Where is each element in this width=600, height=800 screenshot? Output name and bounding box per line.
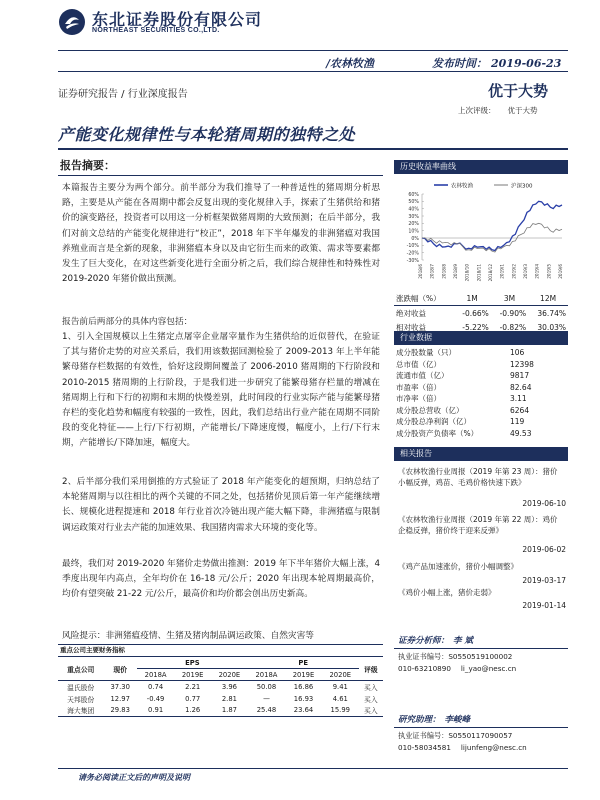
table-cell: 9817: [510, 371, 530, 381]
x-tick-label: 2019/1: [499, 264, 505, 279]
y-tick-label: 50%: [408, 200, 419, 206]
x-tick-label: 2018/12: [488, 264, 493, 282]
company-logo-icon: [58, 8, 86, 36]
analyst-heading: [398, 634, 473, 646]
table-header: 2018A: [248, 669, 285, 681]
summary-paragraph: 报告前后两部分的具体内容包括：: [62, 317, 193, 327]
table-row: [58, 693, 383, 705]
company-logo: [58, 8, 288, 38]
series-line-csi300: [422, 223, 562, 252]
table-row: [58, 705, 383, 717]
risk-warning: 风险提示：非洲猪瘟疫情、生猪及猪肉制品调运政策、自然灾害等: [62, 631, 314, 641]
table-cell: 50.08: [256, 682, 277, 691]
divider: [58, 148, 568, 150]
cert-number: S0550117090057: [448, 731, 513, 740]
y-tick-label: 10%: [408, 229, 419, 235]
table-cell: 2.81: [221, 694, 237, 703]
previous-rating-label: 上次评级：: [458, 106, 496, 115]
divider: [394, 648, 568, 649]
table-cell: 0.91: [137, 705, 174, 717]
legend-label: 沪深300: [511, 183, 533, 190]
table-cell: 市盈率（倍）: [396, 382, 441, 392]
x-tick-label: 2018/8: [441, 264, 447, 279]
table-cell: 总市值（亿）: [396, 359, 441, 369]
table-cell: 相对收益: [396, 322, 426, 332]
table-row: [394, 428, 568, 440]
assistant-cert: [398, 731, 512, 741]
x-tick-label: 2018/6: [418, 264, 423, 279]
table-cell: 15.99: [322, 705, 359, 717]
table-row: [394, 370, 568, 382]
table-cell: 25.48: [248, 705, 285, 717]
x-tick-label: 2018/11: [476, 264, 482, 282]
table-cell: 3.11: [510, 394, 527, 404]
x-tick-label: 2018/10: [464, 264, 470, 282]
table-cell: 106: [510, 348, 525, 358]
table-cell: 1.87: [211, 705, 248, 717]
table-row: [394, 393, 568, 405]
table-row: [394, 382, 568, 394]
table-header: 2018A: [137, 669, 174, 681]
table-cell: 12.97: [110, 694, 130, 703]
publish-date-label: 发布时间：: [432, 57, 487, 70]
cert-number: S0550519100002: [448, 652, 513, 661]
chart-heading: 历史收益率曲线: [394, 160, 568, 174]
summary-paragraph: 2、后半部分我们采用倒推的方式验证了 2018 年产能变化的超预期，归纳总结了本轮猪周期与以往相比的两个关键的不同之处，包括猪价见顶后第一年产能继续增长、规模化进程提速和 2018 年行业首次冷链出现产能大幅下降，非洲猪瘟与限制调运政策对行业去产能的加速效果、我国猪肉需求大环境的变化等。: [62, 477, 380, 533]
table-header: 评级: [359, 657, 383, 681]
x-tick-label: 2019/5: [546, 264, 552, 279]
table-cell: 0.74: [148, 682, 164, 691]
y-tick-label: -30%: [406, 258, 419, 264]
table-cell: 成分股总营收（亿）: [396, 405, 464, 415]
related-report-link[interactable]: 《农林牧渔行业周报（2019 年第 23 周）：猪价小幅反弹，鸡苗、毛鸡价格快速下跌》: [398, 467, 558, 487]
table-cell: -0.82%: [499, 322, 527, 332]
return-chart-svg: [394, 178, 568, 288]
analyst-name: 李 斌: [453, 636, 473, 646]
table-cell: 30.03%: [537, 322, 566, 332]
table-cell: 买入: [364, 695, 378, 704]
table-header: 现价: [103, 657, 136, 681]
table-header: 2019E: [174, 669, 211, 681]
assistant-contact: [398, 743, 527, 752]
table-cell: 市净率（倍）: [396, 394, 441, 404]
table-cell: 16.86: [293, 682, 314, 691]
y-tick-label: 60%: [408, 192, 419, 198]
divider: [58, 175, 383, 176]
fin-table: [58, 656, 383, 717]
y-tick-label: -20%: [406, 251, 419, 257]
table-cell: 天邦股份: [67, 695, 95, 704]
x-tick-label: 2019/3: [523, 264, 528, 279]
page-title: 产能变化规律性与本轮猪周期的独特之处: [58, 125, 356, 144]
table-cell: 9.41: [332, 682, 348, 691]
table-cell: 6264: [510, 405, 530, 415]
table-row: [58, 681, 383, 693]
table-cell: 119: [510, 417, 525, 427]
previous-rating: [458, 105, 538, 116]
x-tick-label: 2019/6: [558, 264, 563, 279]
fin-table-caption: 重点公司主要财务指标: [58, 644, 383, 655]
y-tick-label: 20%: [408, 222, 419, 228]
analyst-email[interactable]: li_yao@nesc.cn: [460, 664, 517, 673]
assistant-phone: 010-58034581: [398, 743, 451, 752]
table-cell: 4.61: [332, 694, 348, 703]
publish-date-value: 2019-06-23: [491, 57, 562, 70]
breadcrumb: 证券研究报告 / 行业深度报告: [58, 89, 188, 100]
table-header: 2020E: [211, 669, 248, 681]
table-header: 3M: [491, 291, 528, 306]
performance-table: [394, 291, 568, 334]
return-chart: [394, 178, 568, 288]
rating: 优于大势: [488, 82, 549, 100]
table-cell: 成分股数量（只）: [396, 348, 456, 358]
y-tick-label: 30%: [408, 214, 419, 220]
cert-label: 执业证书编号：: [398, 731, 449, 740]
table-header: 2020E: [322, 669, 359, 681]
table-cell: 1.26: [174, 705, 211, 717]
publish-date: [432, 55, 561, 71]
related-heading: 相关报告: [394, 447, 568, 461]
table-cell: —: [263, 694, 270, 703]
table-row: [394, 405, 568, 417]
table-header: PE: [248, 657, 359, 669]
table-header: 1M: [453, 291, 490, 306]
related-report-date: 2019-03-17: [522, 576, 566, 585]
table-cell: 成分股资产负债率（%）: [396, 428, 479, 438]
sector-label: /农林牧渔: [326, 57, 375, 70]
table-cell: 36.74%: [537, 308, 566, 318]
analyst-label: 证券分析师：: [398, 636, 450, 646]
table-row: [394, 306, 568, 321]
related-report-date: 2019-06-02: [522, 545, 566, 554]
footer-note: 请务必阅读正文后的声明及说明: [78, 772, 190, 782]
y-tick-label: -10%: [406, 244, 419, 250]
table-cell: -0.49: [146, 694, 165, 703]
summary-heading: 报告摘要：: [60, 159, 115, 172]
table-cell: 37.30: [110, 682, 130, 691]
analyst-phone: 010-63210890: [398, 664, 451, 673]
previous-rating-value: 优于大势: [507, 106, 538, 115]
table-cell: 29.83: [103, 705, 136, 717]
table-cell: 海大集团: [58, 705, 103, 717]
divider: [58, 768, 568, 769]
table-cell: 23.64: [285, 705, 322, 717]
table-cell: 2.21: [185, 682, 201, 691]
x-tick-label: 2018/9: [453, 264, 458, 279]
table-cell: 82.64: [510, 382, 532, 392]
table-cell: 买入: [359, 705, 383, 717]
table-header: 2019E: [285, 669, 322, 681]
y-tick-label: 40%: [408, 207, 419, 213]
table-cell: 绝对收益: [396, 308, 426, 318]
table-cell: -0.90%: [499, 308, 527, 318]
industry-heading: 行业数据: [394, 331, 568, 345]
table-cell: 49.53: [510, 428, 532, 438]
industry-table: [394, 347, 568, 439]
table-cell: 温氏股份: [67, 683, 95, 692]
divider: [394, 727, 568, 728]
x-tick-label: 2019/2: [511, 264, 517, 279]
related-report-date: 2019-01-14: [522, 601, 566, 610]
cert-label: 执业证书编号：: [398, 652, 449, 661]
analyst-contact: [398, 664, 516, 673]
table-header-row: [58, 657, 383, 669]
table-cell: 流通市值（亿）: [396, 371, 449, 381]
table-header: 涨跌幅（%）: [394, 291, 453, 306]
table-cell: 12398: [510, 359, 534, 369]
company-name-cn: 东北证券股份有限公司: [92, 10, 263, 29]
legend-label: 农林牧渔: [451, 183, 474, 190]
related-report-link[interactable]: 《鸡产品加速涨价，猪价小幅调整》: [398, 562, 518, 571]
x-tick-label: 2018/7: [429, 264, 435, 279]
related-report-date: 2019-06-10: [522, 499, 566, 508]
table-cell: 买入: [364, 683, 378, 692]
table-cell: 0.77: [185, 694, 201, 703]
assistant-heading: [398, 713, 470, 725]
summary-paragraph: 1、引入全国规模以上生猪定点屠宰企业屠宰量作为生猪供给的近似替代，在验证了其与猪价走势的对应关系后，我们用该数据回测检验了 2009-2013 年上半年能繁母猪存栏数据的有效性，恰好这段期间覆盖了 2006-2010 猪周期的下行阶段和 2010-2015 猪周期的上行阶段，于是我们进一步研究了能繁母猪存栏量的增减在猪周期上行和下行的初期和末期的快慢差别，此时间段的行业实际产能与能繁母猪存栏的变化趋势和幅度有较强的一致性，因此，我们总结出行业产能在周期不同阶段的变化特征——上行/下行初期，产能增长/下降速度慢，幅度小，上行/下行末期，产能增长/下降加速，幅度大。: [62, 332, 380, 449]
table-header: 重点公司: [58, 657, 103, 681]
table-cell: 16.93: [293, 694, 314, 703]
summary-paragraph: 最终，我们对 2019-2020 年猪价走势做出推测：2019 年下半年猪价大幅上涨，4 季度出现年内高点，全年均价在 16-18 元/公斤；2020 年出现本轮周期最高价，均价有望突破 21-22 元/公斤，最高价和均价都会创出历史新高。: [62, 559, 380, 600]
table-row: [394, 359, 568, 371]
related-report-link[interactable]: 《鸡价小幅上涨，猪价走弱》: [398, 588, 496, 597]
y-tick-label: 0%: [411, 236, 419, 242]
assistant-label: 研究助理：: [398, 715, 441, 725]
table-header: 12M: [528, 291, 568, 306]
table-row: [394, 347, 568, 359]
summary-paragraph: 本篇报告主要分为两个部分。前半部分为我们推导了一种普适性的猪周期分析思路，主要是从产能在各周期中都会反复出现的变化规律入手，探索了生猪供给和猪价的演变路径，投资者可以用这一分析框架做猪周期的大致预测；在后半部分，我们对前文总结的产能变化规律进行“校正”，2018 年下半年爆发的非洲猪瘟对我国养殖业而言是全新的现象，非洲猪瘟本身以及由它衍生而来的政策、需求等要素都发生了巨大变化，在对这些新变化进行全面分析之后，我们综合规律性和特殊性对 2019-2020 年猪价做出预测。: [62, 183, 380, 285]
assistant-name: 李峻峰: [444, 715, 471, 725]
table-header: EPS: [137, 657, 248, 669]
table-cell: 成分股总净利润（亿）: [396, 417, 471, 427]
table-cell: -5.22%: [462, 322, 489, 332]
assistant-email[interactable]: lijunfeng@nesc.cn: [460, 743, 527, 752]
analyst-cert: [398, 652, 512, 662]
table-header-row: [394, 291, 568, 306]
table-row: [394, 416, 568, 428]
x-tick-label: 2019/4: [534, 264, 540, 279]
table-cell: 3.96: [221, 682, 237, 691]
related-report-link[interactable]: 《农林牧渔行业周报（2019 年第 22 周）：鸡价企稳反弹，猪价终于迎来反弹》: [398, 515, 558, 535]
table-cell: -0.66%: [462, 308, 489, 318]
company-name-en: NORTHEAST SECURITIES CO.,LTD.: [92, 27, 220, 34]
